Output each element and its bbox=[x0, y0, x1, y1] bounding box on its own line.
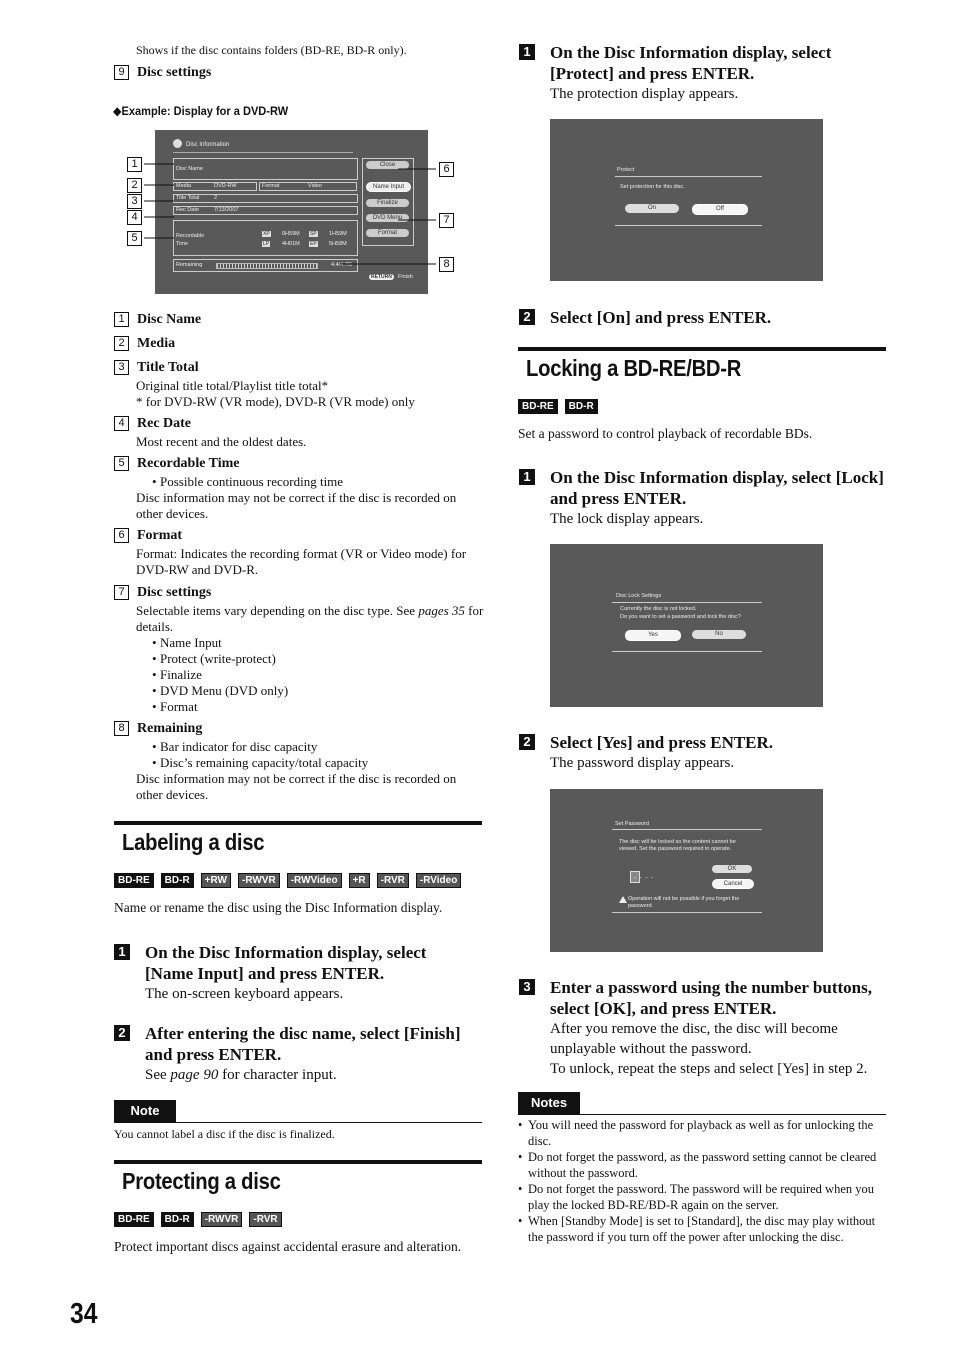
lock-step-3: 3 Enter a password using the number buttons, select [OK], and press ENTER. After you remove the disc, the disc will become unplayable without the password. To unlock, repeat the steps and select [Yes] in step 2. bbox=[519, 977, 891, 1079]
note-item: • You will need the password for playback as well as for unlocking the disc. bbox=[518, 1117, 888, 1149]
callout-8: 8 bbox=[439, 257, 454, 272]
screen-title: Disc Information bbox=[186, 142, 230, 148]
callout-lines bbox=[140, 155, 440, 275]
badge: -RVideo bbox=[416, 873, 461, 888]
folder-note: Shows if the disc contains folders (BD-RE, BD-R only). bbox=[136, 43, 407, 57]
ok-button: OK bbox=[712, 865, 752, 873]
note-item: • Do not forget the password. The password will be required when you play the locked BD-RE/BD-R again on the server. bbox=[518, 1181, 888, 1213]
item-3: 3 Title Total Original title total/Playlist title total* * for DVD-RW (VR mode), DVD-R (VR mode) only bbox=[114, 359, 484, 410]
badge: -RWVR bbox=[238, 873, 280, 888]
section-rule bbox=[114, 821, 482, 825]
callout-4: 4 bbox=[127, 210, 142, 225]
callout-3: 3 bbox=[127, 194, 142, 209]
warning-icon bbox=[619, 896, 627, 903]
labeling-heading: Labeling a disc bbox=[122, 829, 265, 855]
rec-date-row: Rec Date 7/13/2007 bbox=[173, 206, 358, 215]
section-rule bbox=[518, 347, 886, 351]
notes-rule bbox=[518, 1114, 886, 1115]
item-6: 6 Format Format: Indicates the recording format (VR or Video mode) for DVD-RW and DVD-R. bbox=[114, 527, 484, 578]
protect-screenshot: Protect Set protection for this disc. On Off bbox=[550, 119, 823, 281]
locking-intro: Set a password to control playback of recordable BDs. bbox=[518, 426, 813, 441]
format-button: Format bbox=[366, 229, 409, 237]
lock-step-1: 1 On the Disc Information display, select [Lock] and press ENTER. The lock display appears. bbox=[519, 467, 889, 529]
badge: BD-R bbox=[161, 873, 194, 888]
callout-5: 5 bbox=[127, 231, 142, 246]
name-input-button: Name Input bbox=[366, 182, 411, 192]
note-label: Note bbox=[114, 1100, 176, 1122]
return-button: RETURN bbox=[371, 274, 392, 280]
item-5: 5 Recordable Time • Possible continuous recording time Disc information may not be correct if the disc is recorded on other devices. bbox=[114, 455, 484, 522]
format-row: Format Video bbox=[259, 182, 357, 191]
badge: +RW bbox=[201, 873, 231, 888]
item-9 bbox=[114, 64, 211, 81]
protect-step-1: 1 On the Disc Information display, select [Protect] and press ENTER. The protection display appears. bbox=[519, 42, 889, 104]
recordable-time-row: Recordable Time XP 0H59M SP 1H59M LP 4H01M EP 5H58M bbox=[173, 220, 358, 256]
dvd-menu-button: DVD Menu bbox=[366, 214, 409, 222]
section-rule bbox=[114, 1160, 482, 1164]
remaining-row: Remaining 4.4/4.7G bbox=[173, 259, 358, 272]
note-text: You cannot label a disc if the disc is finalized. bbox=[114, 1127, 335, 1141]
finish-label: Finish bbox=[398, 274, 413, 280]
labeling-intro: Name or rename the disc using the Disc Information display. bbox=[114, 900, 443, 915]
close-button: Close bbox=[366, 161, 409, 169]
page-number: 34 bbox=[70, 1298, 98, 1330]
on-button: On bbox=[625, 204, 679, 213]
callout-7: 7 bbox=[439, 213, 454, 228]
item-7: 7 Disc settings Selectable items vary depending on the disc type. See pages 35 for details. • Name Input • Protect (write-protect) • Finalize • DVD Menu (DVD only) • Format bbox=[114, 584, 484, 715]
item-1: 1 Disc Name bbox=[114, 311, 484, 328]
off-button: Off bbox=[692, 204, 748, 215]
password-screenshot: Set Password The disc will be locked so the content cannot be viewed. Set the password required to operate. - - - - OK Cancel Operation will not be possible if you forget the password. bbox=[550, 789, 823, 952]
callout-2: 2 bbox=[127, 178, 142, 193]
item-number: 9 bbox=[114, 65, 129, 80]
badge: +R bbox=[349, 873, 370, 888]
example-label: ◆Example: Display for a DVD-RW bbox=[113, 104, 289, 118]
locking-badges bbox=[518, 397, 601, 415]
badge: -RVR bbox=[377, 873, 409, 888]
title-total-row: Title Total 2 bbox=[173, 194, 358, 203]
labeling-step-1: 1 On the Disc Information display, select [Name Input] and press ENTER. The on-screen keyboard appears. bbox=[114, 942, 474, 1004]
disc-name-row: Disc Name bbox=[173, 158, 358, 180]
badge: BD-RE bbox=[114, 1212, 154, 1227]
note-rule bbox=[114, 1122, 482, 1123]
callout-1: 1 bbox=[127, 157, 142, 172]
locking-heading: Locking a BD-RE/BD-R bbox=[526, 355, 742, 381]
protecting-badges bbox=[114, 1210, 285, 1228]
item-2: 2 Media bbox=[114, 335, 484, 352]
badge: BD-R bbox=[161, 1212, 194, 1227]
finalize-button: Finalize bbox=[366, 199, 409, 207]
item-8: 8 Remaining • Bar indicator for disc capacity • Disc’s remaining capacity/total capacity Disc information may not be correct if the disc is recorded on other devices. bbox=[114, 720, 484, 803]
labeling-badges bbox=[114, 871, 464, 889]
badge: BD-RE bbox=[518, 399, 558, 414]
lock-step-2: 2 Select [Yes] and press ENTER. The password display appears. bbox=[519, 732, 889, 773]
item-label: Disc settings bbox=[137, 65, 212, 80]
media-row: Media DVD-RW bbox=[173, 182, 257, 191]
protect-step-2: 2 Select [On] and press ENTER. bbox=[519, 307, 889, 328]
labeling-step-2: 2 After entering the disc name, select [Finish] and press ENTER. See page 90 for character input. bbox=[114, 1023, 484, 1085]
notes-list bbox=[518, 1117, 888, 1245]
badge: -RVR bbox=[249, 1212, 281, 1227]
badge: -RWVideo bbox=[287, 873, 342, 888]
badge: -RWVR bbox=[201, 1212, 243, 1227]
note-item: • When [Standby Mode] is set to [Standard], the disc may play without the password if you turn off the power after unlocking the disc. bbox=[518, 1213, 888, 1245]
password-digits: - - - - bbox=[634, 875, 654, 881]
lock-screenshot: Disc Lock Settings Currently the disc is not locked. Do you want to set a password and lock the disc? Yes No bbox=[550, 544, 823, 707]
notes-label: Notes bbox=[518, 1092, 580, 1114]
badge: BD-RE bbox=[114, 873, 154, 888]
protecting-heading: Protecting a disc bbox=[122, 1168, 281, 1194]
note-item: • Do not forget the password, as the password setting cannot be cleared without the password. bbox=[518, 1149, 888, 1181]
protecting-intro: Protect important discs against accidental erasure and alteration. bbox=[114, 1239, 462, 1254]
no-button: No bbox=[692, 630, 746, 639]
badge: BD-R bbox=[565, 399, 598, 414]
disc-icon bbox=[173, 139, 182, 148]
callout-6: 6 bbox=[439, 162, 454, 177]
cancel-button: Cancel bbox=[712, 879, 754, 889]
yes-button: Yes bbox=[625, 630, 681, 641]
item-4: 4 Rec Date Most recent and the oldest dates. bbox=[114, 415, 484, 450]
